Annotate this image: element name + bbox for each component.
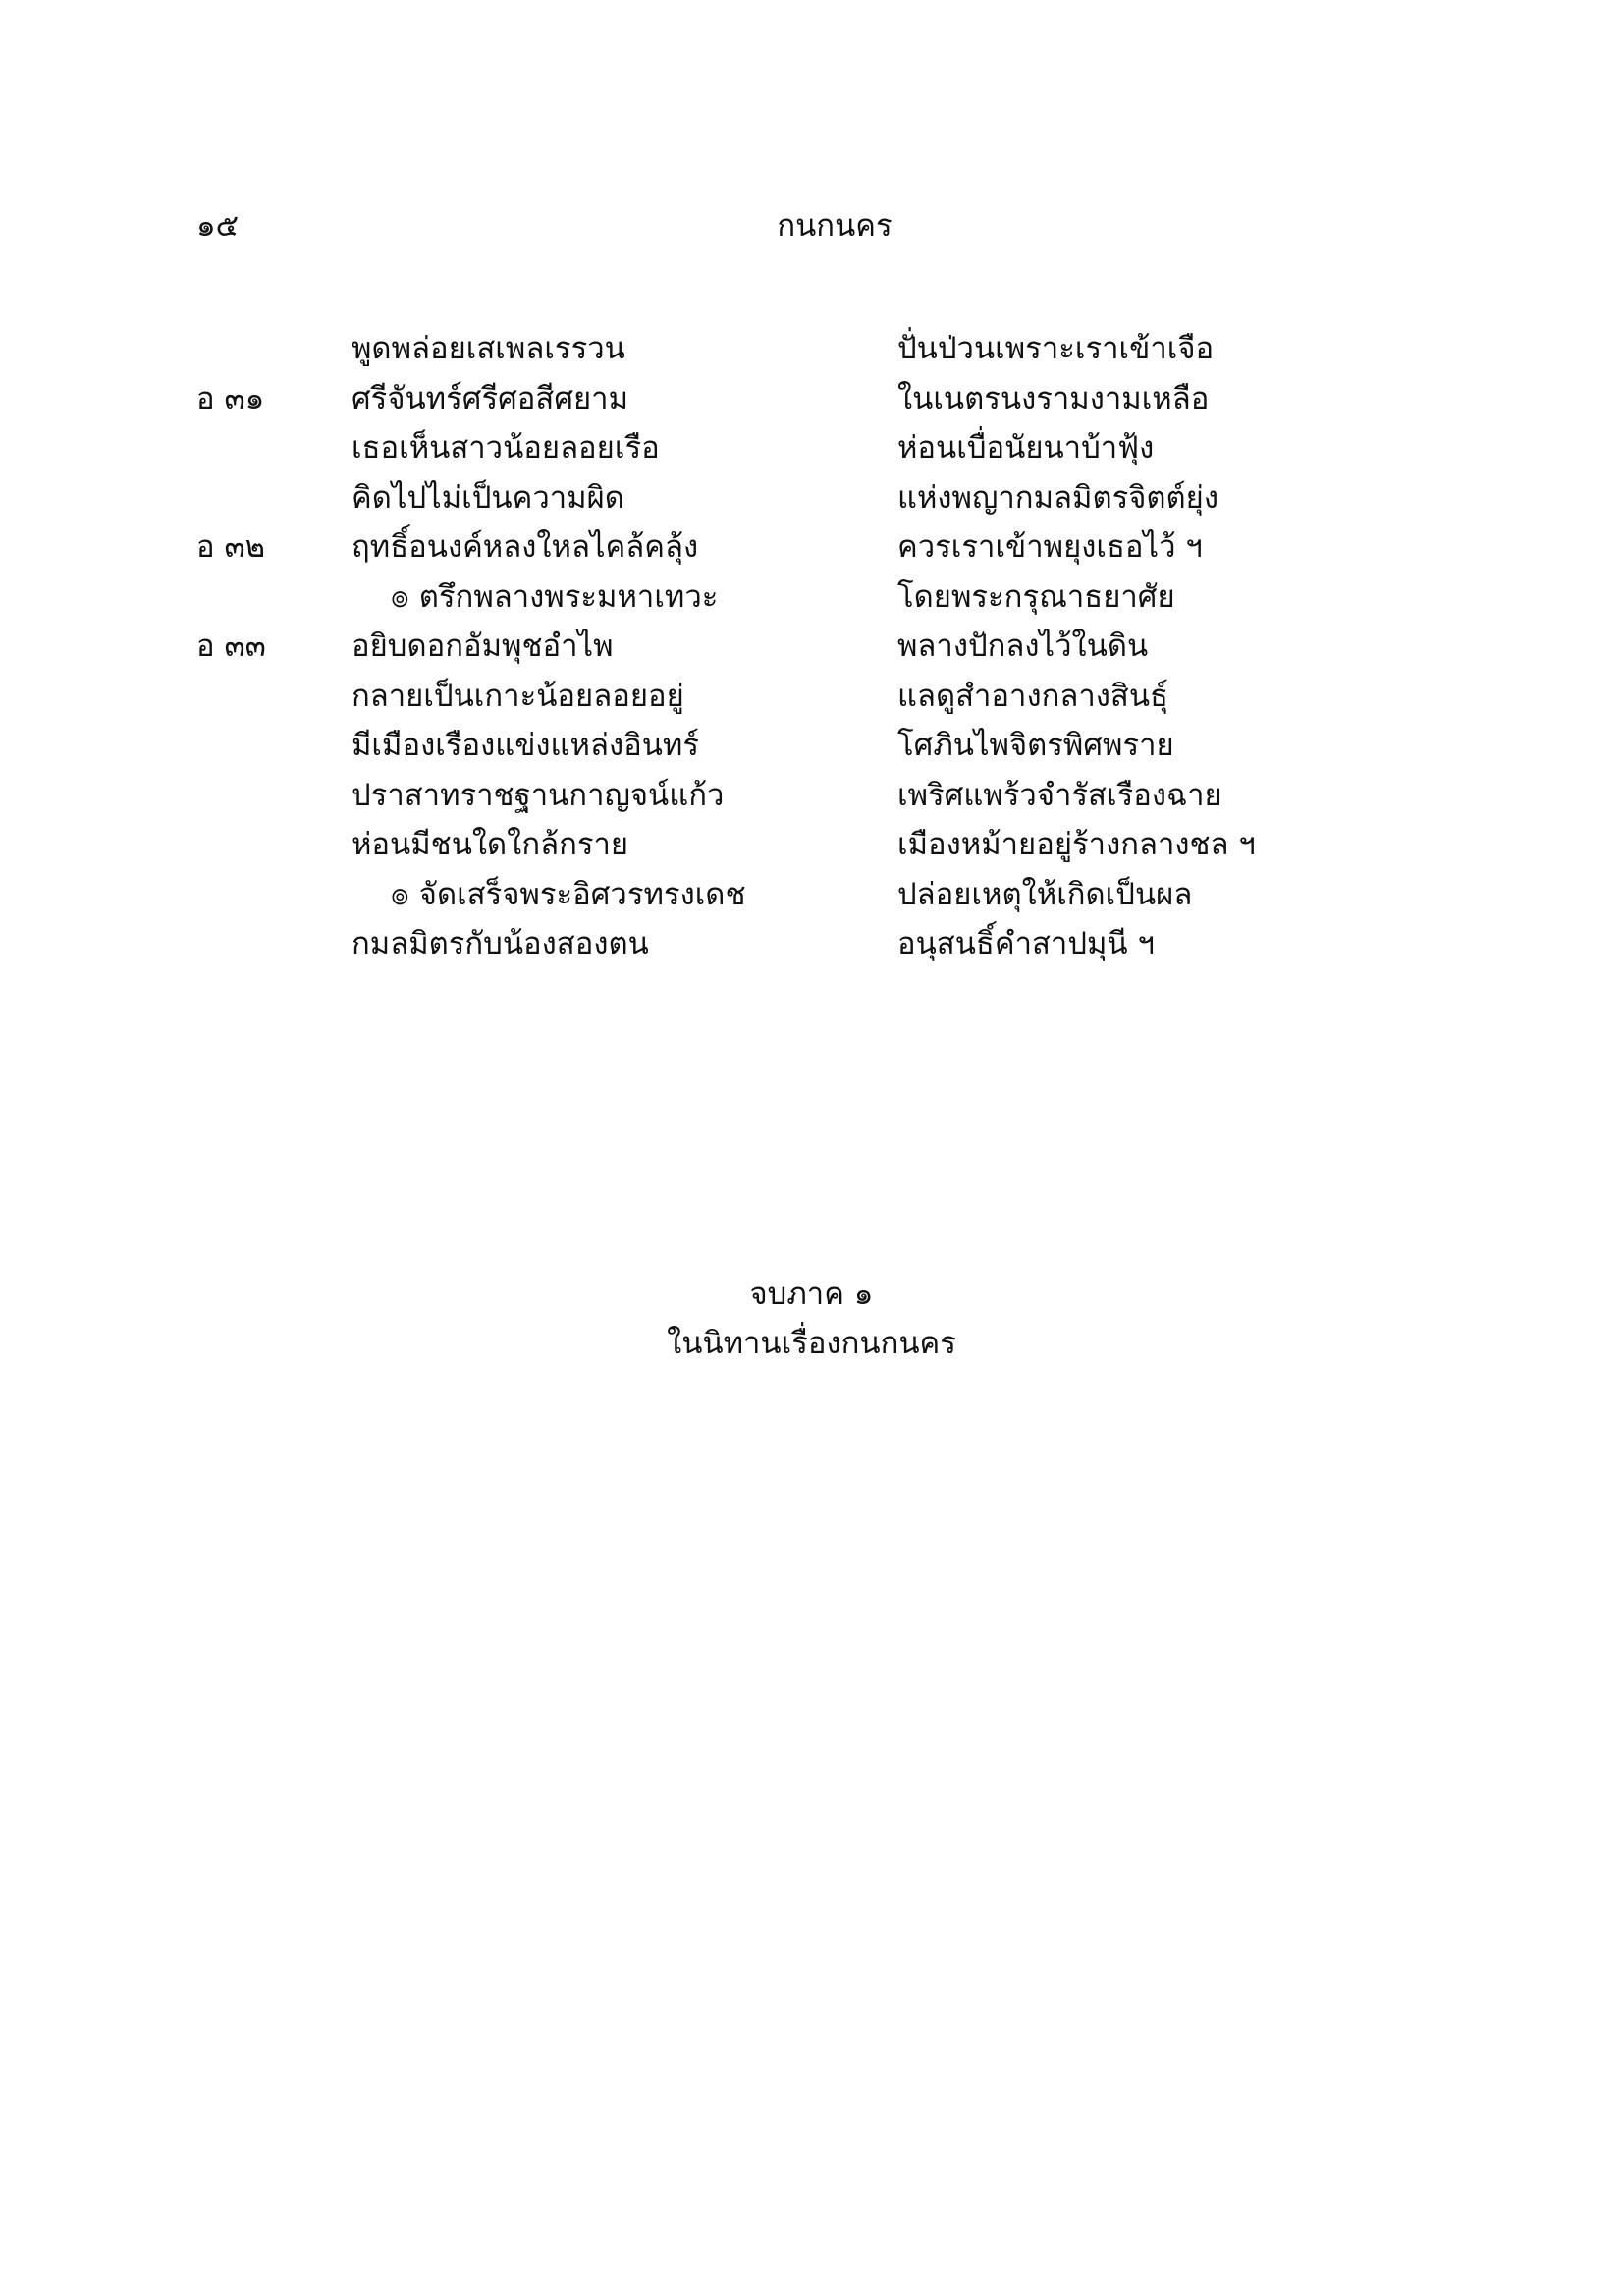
verse-second-half: ปล่อยเหตุให้เกิดเป็นผล	[897, 876, 1193, 912]
verse-second-half: ในเนตรนงรามงามเหลือ	[897, 380, 1210, 416]
verse-second-half: เพริศแพร้วจำรัสเรืองฉาย	[897, 777, 1222, 813]
verse-line	[0, 573, 1623, 623]
verse-second-half: โศภินไพจิตรพิศพราย	[897, 728, 1174, 763]
verse-second-half: ควรเราเข้าพยุงเธอไว้ ฯ	[897, 529, 1203, 565]
verse-first-half: ๏ ตรึกพลางพระมหาเทวะ	[391, 578, 719, 615]
running-title: กนกนคร	[777, 208, 893, 244]
verse-line	[0, 473, 1623, 523]
verse-first-half: ฤทธิ์อนงค์หลงใหลไคล้คลุ้ง	[352, 529, 699, 565]
verse-first-half: อยิบดอกอัมพุชอำไพ	[352, 629, 614, 664]
verse-line	[0, 919, 1623, 969]
verse-first-half: ๏ จัดเสร็จพระอิศวรทรงเดช	[391, 876, 746, 912]
poem-body	[0, 324, 1623, 969]
verse-second-half: เมืองหม้ายอยู่ร้างกลางชล ฯ	[897, 827, 1256, 862]
verse-line	[0, 374, 1623, 424]
verse-second-half: แห่งพญากมลมิตรจิตต์ยุ่ง	[897, 479, 1218, 516]
verse-first-half: มีเมืองเรืองแข่งแหล่งอินทร์	[352, 728, 699, 763]
ending-line-2: ในนิทานเรื่องกนกนคร	[667, 1326, 956, 1361]
verse-line	[0, 870, 1623, 920]
ending-line-1: จบภาค ๑	[749, 1277, 874, 1312]
verse-line	[0, 423, 1623, 473]
page-number: ๑๕	[196, 208, 240, 244]
verse-line	[0, 820, 1623, 870]
verse-second-half: พลางปักลงไว้ในดิน	[897, 629, 1149, 664]
verse-second-half: โดยพระกรุณาธยาศัย	[897, 578, 1175, 615]
verse-line	[0, 622, 1623, 672]
verse-first-half: ห่อนมีชนใดใกล้กราย	[352, 827, 629, 862]
verse-line	[0, 721, 1623, 771]
verse-second-half: อนุสนธิ์คำสาปมุนี ฯ	[897, 926, 1155, 961]
verse-first-half: พูดพล่อยเสเพลเรรวน	[352, 331, 625, 366]
verse-second-half: ห่อนเบื่อนัยนาบ้าฟุ้ง	[897, 430, 1155, 465]
verse-first-half: คิดไปไม่เป็นความผิด	[352, 479, 624, 516]
verse-first-half: กมลมิตรกับน้องสองตน	[352, 926, 649, 961]
verse-line	[0, 324, 1623, 374]
verse-marker: อ ๓๓	[196, 629, 266, 664]
verse-second-half: แลดูสำอางกลางสินธุ์	[897, 678, 1168, 714]
verse-marker: อ ๓๑	[196, 380, 265, 416]
verse-line	[0, 522, 1623, 573]
verse-first-half: เธอเห็นสาวน้อยลอยเรือ	[352, 430, 660, 465]
verse-second-half: ปั่นป่วนเพราะเราเข้าเจือ	[897, 331, 1215, 366]
verse-line	[0, 771, 1623, 821]
verse-first-half: ปราสาทราชฐานกาญจน์แก้ว	[352, 777, 725, 813]
verse-first-half: กลายเป็นเกาะน้อยลอยอยู่	[352, 678, 684, 714]
verse-first-half: ศรีจันทร์ศรีศอสีศยาม	[352, 380, 628, 416]
part-ending	[0, 1270, 1623, 1368]
verse-line	[0, 672, 1623, 722]
verse-marker: อ ๓๒	[196, 529, 266, 565]
